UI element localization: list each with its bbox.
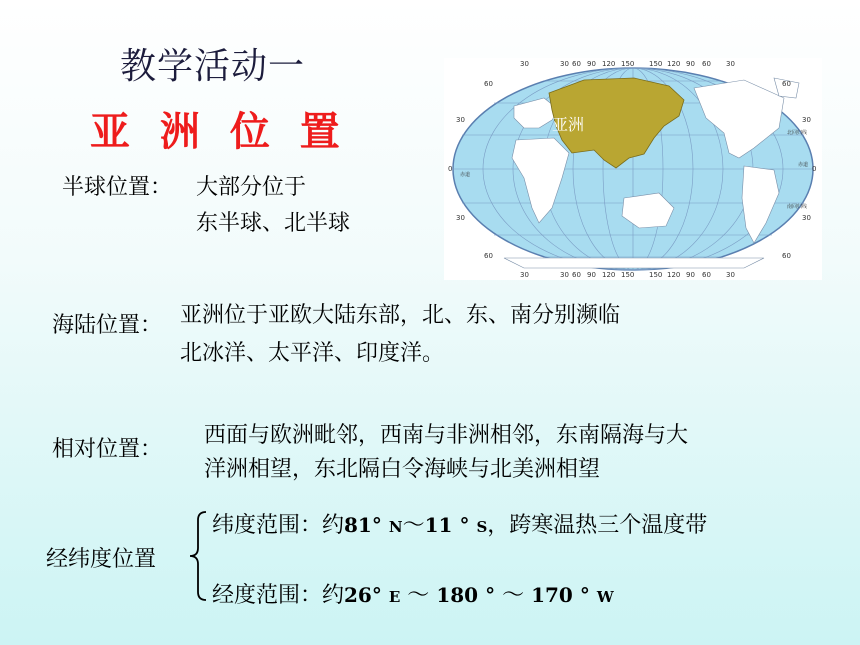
lon-dir1: E	[388, 588, 401, 606]
lat-num2: 11	[424, 513, 453, 537]
top-tick: 60	[702, 60, 711, 68]
world-map	[444, 58, 822, 280]
left-tick: 60	[484, 80, 493, 88]
lat-suffix: ，跨寒温热三个温度带	[487, 513, 708, 538]
bottom-tick: 150	[621, 271, 635, 279]
hemisphere-label: 半球位置：	[62, 175, 173, 200]
note-tropic-capricorn: 南回归线	[787, 204, 808, 210]
top-tick: 90	[686, 60, 695, 68]
hemisphere-line2: 东半球、北半球	[196, 211, 351, 236]
top-tick: 30	[726, 60, 735, 68]
right-tick: 30	[802, 214, 811, 222]
bottom-tick: 30	[520, 271, 529, 279]
top-tick: 150	[649, 60, 663, 68]
top-tick: 150	[621, 60, 635, 68]
sea-land-line1: 亚洲位于亚欧大陆东部，北、东、南分别濒临	[180, 303, 621, 328]
lat-num1: 81	[344, 513, 372, 537]
sea-land-label: 海陆位置：	[52, 313, 163, 338]
note-equator-right: 赤道	[798, 162, 809, 168]
antarctica	[504, 258, 764, 268]
note-tropic-cancer: 北回归线	[787, 130, 808, 136]
top-tick: 120	[602, 60, 616, 68]
bottom-tick: 120	[667, 271, 681, 279]
note-equator-left: 赤道	[460, 172, 471, 178]
lat-deg1: °	[371, 513, 382, 537]
bottom-tick: 60	[702, 271, 711, 279]
latlon-label: 经纬度位置	[46, 547, 157, 572]
longitude-range	[212, 578, 614, 609]
curly-brace-icon	[188, 510, 208, 602]
top-tick: 120	[667, 60, 681, 68]
right-tick: 30	[802, 116, 811, 124]
lon-dir3: W	[596, 588, 614, 606]
lat-prefix: 纬度范围：约	[212, 513, 345, 538]
right-tick: 60	[782, 252, 791, 260]
left-tick: 60	[484, 252, 493, 260]
bottom-tick: 90	[686, 271, 695, 279]
bottom-tick: 90	[587, 271, 596, 279]
bottom-tick: 30	[560, 271, 569, 279]
lon-num2: 180	[436, 583, 479, 607]
section-heading: 亚 洲 位 置	[90, 109, 348, 155]
lon-deg2: °	[485, 583, 496, 607]
right-tick: 60	[782, 80, 791, 88]
bottom-tick: 60	[572, 271, 581, 279]
top-tick: 60	[572, 60, 581, 68]
lat-dir2: S	[476, 518, 488, 536]
top-tick: 30	[560, 60, 569, 68]
lat-tilde: ～	[402, 513, 425, 538]
lon-deg1: °	[371, 583, 382, 607]
relative-label: 相对位置：	[52, 437, 163, 462]
relative-line2: 洋洲相望，东北隔白令海峡与北美洲相望	[204, 457, 601, 482]
lon-num1: 26	[344, 583, 372, 607]
lat-dir1: N	[388, 518, 403, 536]
right-tick: 0	[812, 165, 817, 173]
bottom-tick: 120	[602, 271, 616, 279]
top-tick: 90	[587, 60, 596, 68]
hemisphere-line1: 大部分位于	[196, 175, 307, 200]
page-title: 教学活动一	[120, 46, 306, 87]
bottom-tick: 150	[649, 271, 663, 279]
lon-prefix: 经度范围：约	[212, 583, 345, 608]
left-tick: 30	[456, 116, 465, 124]
lon-tilde1: ～	[407, 583, 430, 608]
lon-deg3: °	[579, 583, 590, 607]
left-tick: 30	[456, 214, 465, 222]
bottom-tick: 30	[726, 271, 735, 279]
lat-deg2: °	[459, 513, 470, 537]
lon-tilde2: ～	[502, 583, 525, 608]
sea-land-line2: 北冰洋、太平洋、印度洋。	[180, 341, 445, 366]
latitude-range	[212, 508, 707, 539]
left-tick: 0	[448, 165, 453, 173]
asia-label: 亚洲	[552, 115, 585, 134]
top-tick: 30	[520, 60, 529, 68]
relative-line1: 西面与欧洲毗邻，西南与非洲相邻，东南隔海与大	[204, 423, 689, 448]
lon-num3: 170	[531, 583, 573, 607]
